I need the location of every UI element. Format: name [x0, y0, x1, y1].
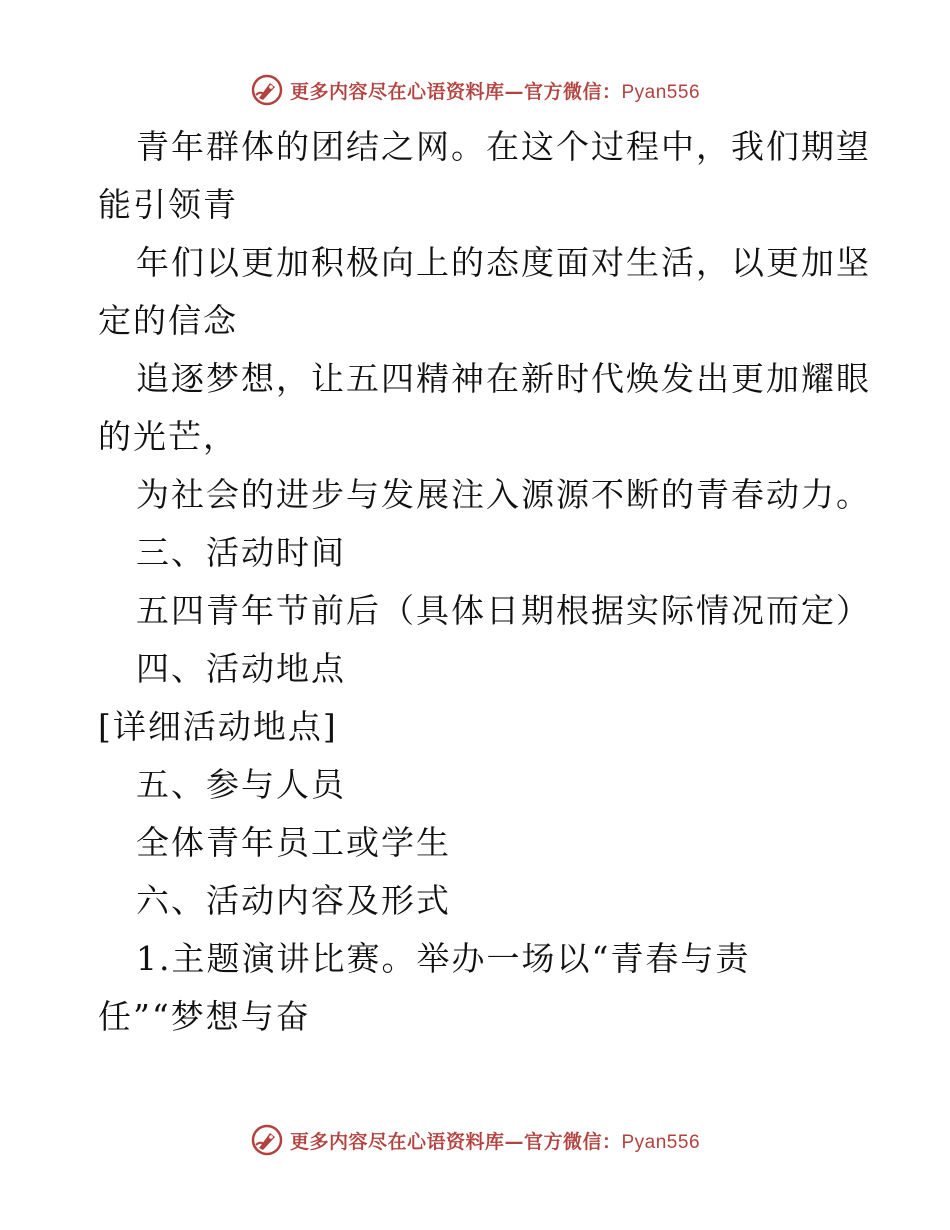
watermark-text: 更多内容尽在心语资料库—官方微信：Pyan556 — [289, 1130, 701, 1153]
header-watermark — [0, 72, 950, 108]
watermark-text: 更多内容尽在心语资料库—官方微信：Pyan556 — [289, 80, 701, 103]
text-line: [详细活动地点] — [98, 707, 338, 746]
text-line: 定的信念 — [98, 301, 238, 340]
text-line: 三、活动时间 — [136, 533, 346, 572]
text-line: 青年群体的团结之网。在这个过程中，我们期望 — [136, 127, 871, 166]
text-line: 任”“梦想与奋 — [98, 997, 311, 1036]
text-line: 能引领青 — [98, 185, 238, 224]
text-line: 追逐梦想，让五四精神在新时代焕发出更加耀眼 — [136, 359, 871, 398]
pen-nib-logo-icon — [250, 73, 284, 107]
text-line: 四、活动地点 — [136, 649, 346, 688]
text-line: 全体青年员工或学生 — [136, 823, 451, 862]
text-line: 1.主题演讲比赛。举办一场以“青春与责 — [136, 939, 751, 978]
text-line: 的光芒， — [98, 417, 238, 456]
text-line: 年们以更加积极向上的态度面对生活，以更加坚 — [136, 243, 871, 282]
text-line: 五四青年节前后（具体日期根据实际情况而定） — [136, 591, 871, 630]
text-line: 为社会的进步与发展注入源源不断的青春动力。 — [136, 475, 871, 514]
text-line: 六、活动内容及形式 — [136, 881, 451, 920]
text-line: 五、参与人员 — [136, 765, 346, 804]
pen-nib-logo-icon — [250, 1123, 284, 1157]
document-body — [98, 118, 871, 1046]
footer-watermark — [0, 1122, 950, 1158]
